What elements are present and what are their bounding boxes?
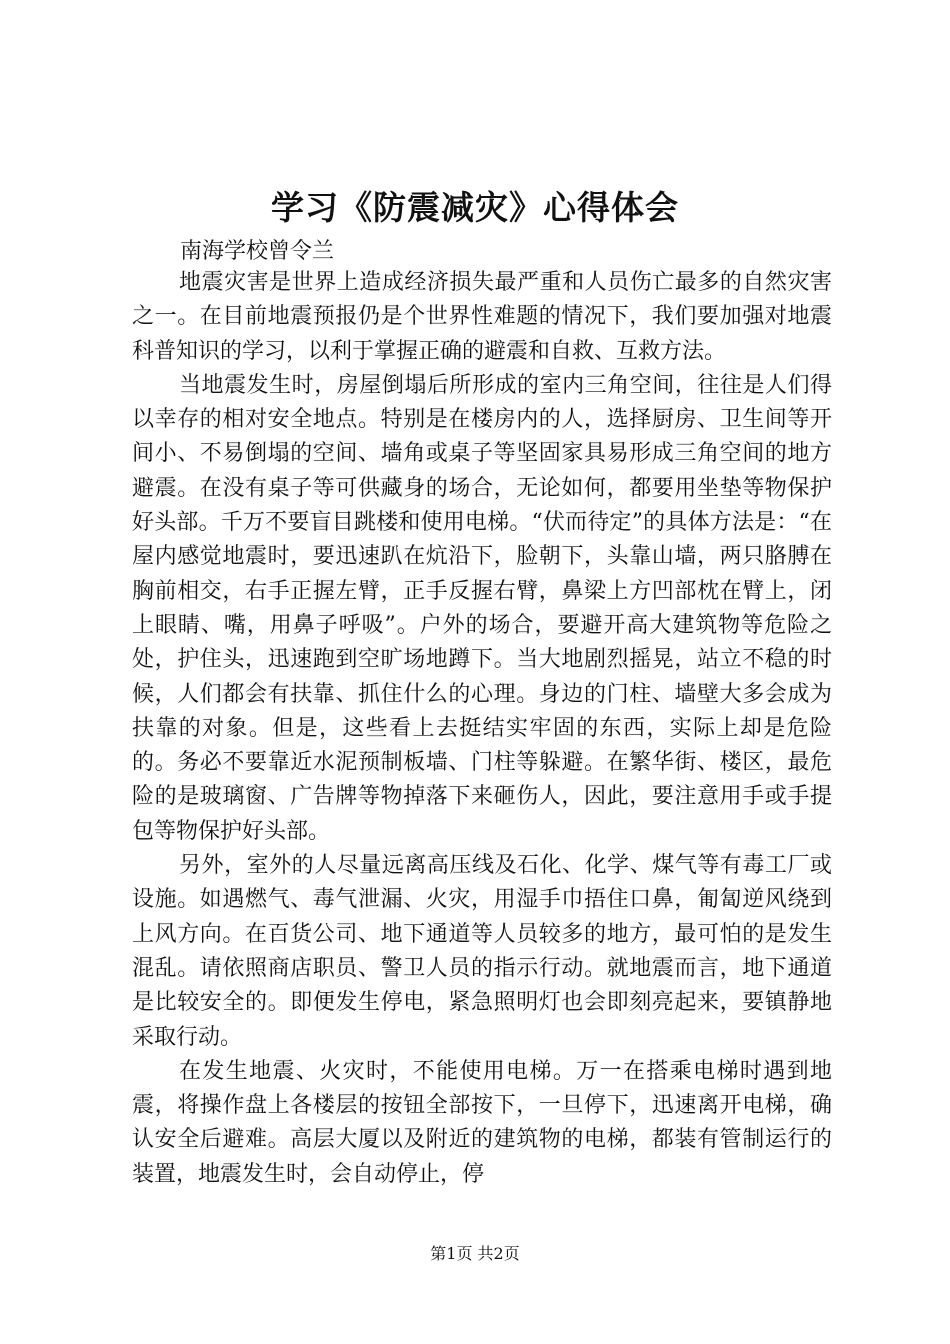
- document-title: 学习《防震减灾》心得体会: [271, 188, 679, 227]
- document-body: [132, 266, 832, 1192]
- paragraph: 在发生地震、火灾时，不能使用电梯。万一在搭乘电梯时遇到地震，将操作盘上各楼层的按钮全部按下，一旦停下，迅速离开电梯，确认安全后避难。高层大厦以及附近的建筑物的电梯，都装有管制运行的装置，地震发生时，会自动停止，停: [132, 1058, 832, 1187]
- author-line: 南海学校曾令兰: [180, 239, 335, 264]
- paragraph: 另外，室外的人尽量远离高压线及石化、化学、煤气等有毒工厂或设施。如遇燃气、毒气泄漏、火灾，用湿手巾捂住口鼻，匍匐逆风绕到上风方向。在百货公司、地下通道等人员较多的地方，最可怕的是发生混乱。请依照商店职员、警卫人员的指示行动。就地震而言，地下通道是比较安全的。即便发生停电，紧急照明灯也会即刻亮起来，要镇静地采取行动。: [132, 853, 832, 1050]
- page-footer: 第1页 共2页: [430, 1244, 520, 1263]
- paragraph: 当地震发生时，房屋倒塌后所形成的室内三角空间，往往是人们得以幸存的相对安全地点。特别是在楼房内的人，选择厨房、卫生间等开间小、不易倒塌的空间、墙角或桌子等坚固家具易形成三角空间的地方避震。在没有桌子等可供藏身的场合，无论如何，都要用坐垫等物保护好头部。千万不要盲目跳楼和使用电梯。“伏而待定”的具体方法是：“在屋内感觉地震时，要迅速趴在炕沿下，脸朝下，头靠山墙，两只胳膊在胸前相交，右手正握左臂，正手反握右臂，鼻梁上方凹部枕在臂上，闭上眼睛、嘴，用鼻子呼吸”。户外的场合，要避开高大建筑物等危险之处，护住头，迅速跑到空旷场地蹲下。当大地剧烈摇晃，站立不稳的时候，人们都会有扶靠、抓住什么的心理。身边的门柱、墙壁大多会成为扶靠的对象。但是，这些看上去挺结实牢固的东西，实际上却是危险的。务必不要靠近水泥预制板墙、门柱等躲避。在繁华街、楼区，最危险的是玻璃窗、广告牌等物掉落下来砸伤人，因此，要注意用手或手提包等物保护好头部。: [132, 372, 832, 844]
- paragraph: 地震灾害是世界上造成经济损失最严重和人员伤亡最多的自然灾害之一。在目前地震预报仍是个世界性难题的情况下，我们要加强对地震科普知识的学习，以利于掌握正确的避震和自救、互救方法。: [132, 270, 832, 364]
